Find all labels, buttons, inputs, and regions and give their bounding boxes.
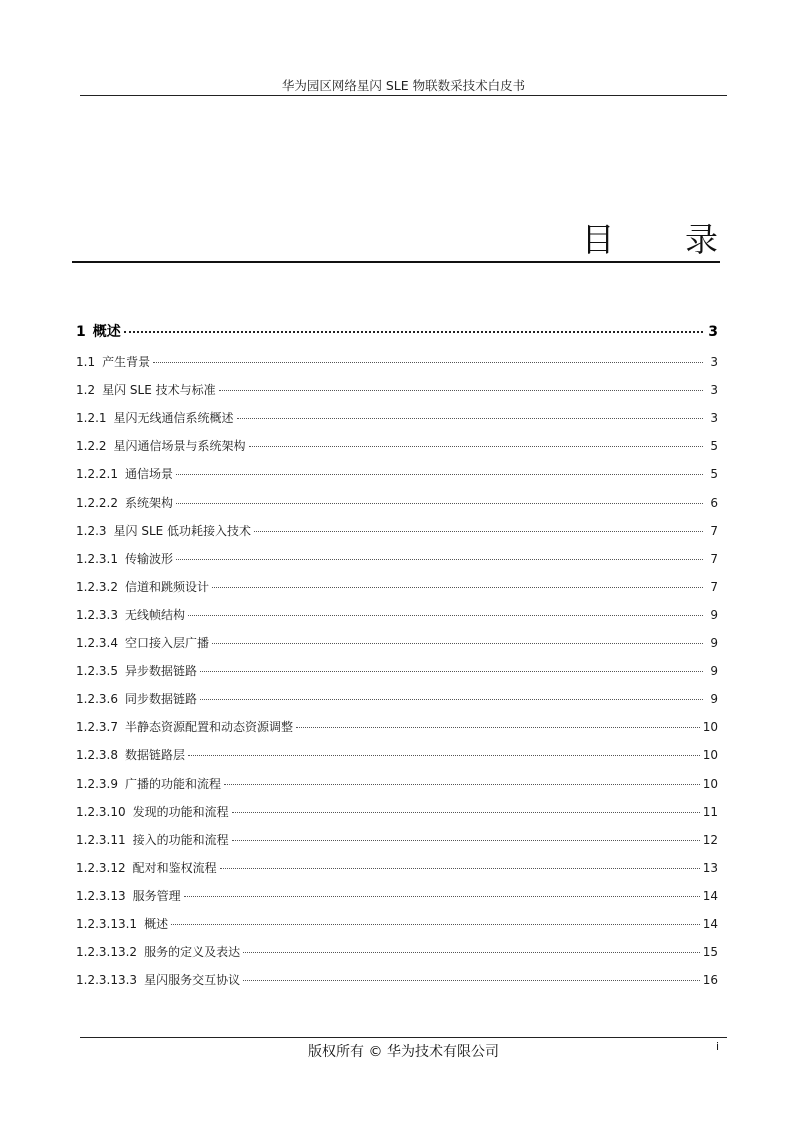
toc-heading-divider bbox=[72, 261, 720, 263]
toc-dot-leader bbox=[171, 924, 700, 925]
toc-entry-number: 1.2.3.8 bbox=[76, 748, 118, 763]
toc-entry-number: 1.2.3.2 bbox=[76, 579, 118, 594]
toc-entry-title: 概述 bbox=[92, 324, 121, 340]
toc-dot-leader bbox=[224, 784, 700, 785]
toc-entry[interactable] bbox=[76, 466, 718, 482]
toc-entry[interactable] bbox=[76, 944, 718, 960]
toc-entry-title: 通信场景 bbox=[124, 467, 173, 482]
toc-entry-page: 14 bbox=[702, 917, 718, 931]
toc-entry[interactable] bbox=[76, 916, 718, 932]
toc-entry-title: 同步数据链路 bbox=[124, 692, 197, 707]
toc-dot-leader bbox=[188, 755, 700, 756]
toc-entry-title: 无线帧结构 bbox=[124, 607, 185, 622]
toc-dot-leader bbox=[176, 503, 703, 504]
toc-entry-number: 1.2.3.13.3 bbox=[76, 973, 138, 988]
toc-entry-page: 10 bbox=[702, 776, 718, 791]
toc-entry-number: 1.2.3.13 bbox=[76, 888, 126, 903]
toc-entry[interactable] bbox=[76, 832, 718, 848]
footer-copyright: 版权所有 © 华为技术有限公司 bbox=[308, 1044, 499, 1060]
header-divider bbox=[80, 95, 727, 96]
toc-entry-page: 11 bbox=[702, 804, 718, 819]
toc-entry-title: 空口接入层广播 bbox=[124, 636, 209, 650]
toc-dot-leader bbox=[184, 896, 700, 897]
toc-entry-title: 概述 bbox=[144, 917, 169, 931]
toc-entry-title: 信道和跳频设计 bbox=[124, 579, 209, 594]
toc-entry-page: 3 bbox=[710, 383, 718, 398]
toc-entry-number: 1 bbox=[76, 324, 86, 340]
toc-entry-title: 星闪 SLE 低功耗接入技术 bbox=[113, 523, 252, 538]
toc-entry-title: 星闪 SLE 技术与标准 bbox=[102, 383, 216, 398]
toc-dot-leader bbox=[188, 615, 703, 616]
toc-entry-page: 9 bbox=[710, 692, 718, 707]
toc-entry-page: 3 bbox=[710, 411, 718, 426]
toc-entry-title: 半静态资源配置和动态资源调整 bbox=[124, 720, 293, 735]
toc-entry-number: 1.2.1 bbox=[76, 411, 107, 426]
toc-entry-number: 1.2.3.10 bbox=[76, 804, 126, 819]
toc-dot-leader bbox=[212, 643, 703, 644]
toc-dot-leader bbox=[296, 727, 700, 728]
toc-entry-page: 13 bbox=[702, 860, 718, 875]
toc-dot-leader bbox=[254, 531, 703, 532]
toc-entry-page: 7 bbox=[710, 523, 718, 538]
toc-entry-page: 7 bbox=[710, 579, 718, 594]
toc-entry-number: 1.2.3.13.2 bbox=[76, 945, 138, 960]
toc-entry-number: 1.2.2.1 bbox=[76, 467, 118, 482]
toc-entry-page: 5 bbox=[710, 439, 718, 454]
toc-entry-title: 星闪通信场景与系统架构 bbox=[113, 439, 246, 454]
toc-dot-leader bbox=[176, 474, 703, 475]
toc-entry[interactable] bbox=[76, 354, 718, 370]
toc-entry-title: 配对和鉴权流程 bbox=[132, 860, 217, 875]
toc-entry-number: 1.2.3.11 bbox=[76, 832, 126, 847]
toc-entry-page: 3 bbox=[710, 355, 718, 369]
toc-entry-title: 数据链路层 bbox=[124, 748, 185, 763]
toc-entry-page: 12 bbox=[702, 832, 718, 847]
footer-divider bbox=[80, 1037, 727, 1038]
toc-entry-number: 1.2.3.7 bbox=[76, 720, 118, 735]
toc-entry[interactable] bbox=[76, 523, 718, 539]
toc-entry[interactable] bbox=[76, 888, 718, 904]
toc-entry-page: 15 bbox=[702, 945, 718, 960]
toc-entry-page: 9 bbox=[710, 664, 718, 679]
toc-entry-title: 星闪服务交互协议 bbox=[144, 973, 241, 988]
toc-entry-number: 1.2.2 bbox=[76, 439, 107, 454]
toc-entry-title: 星闪无线通信系统概述 bbox=[113, 411, 234, 426]
toc-dot-leader bbox=[220, 868, 700, 869]
toc-entry-number: 1.2.3.5 bbox=[76, 664, 118, 679]
toc-dot-leader bbox=[153, 362, 703, 363]
toc-heading: 目 录 bbox=[581, 220, 748, 259]
toc-dot-leader bbox=[212, 587, 703, 588]
toc-dot-leader bbox=[219, 390, 703, 391]
toc-dot-leader bbox=[124, 331, 703, 333]
toc-dot-leader bbox=[232, 812, 700, 813]
toc-entry[interactable] bbox=[76, 691, 718, 707]
toc-entry-number: 1.2.3.4 bbox=[76, 636, 118, 650]
toc-dot-leader bbox=[200, 699, 703, 700]
toc-entry[interactable] bbox=[76, 804, 718, 820]
toc-entry-page: 6 bbox=[710, 495, 718, 510]
toc-entry[interactable] bbox=[76, 972, 718, 988]
toc-entry[interactable] bbox=[76, 438, 718, 454]
toc-dot-leader bbox=[232, 840, 700, 841]
toc-entry-page: 10 bbox=[702, 748, 718, 763]
toc-entry-title: 接入的功能和流程 bbox=[132, 832, 229, 847]
toc-entry[interactable] bbox=[76, 382, 718, 398]
toc-entry[interactable] bbox=[76, 410, 718, 426]
toc-entry[interactable] bbox=[76, 607, 718, 623]
toc-dot-leader bbox=[237, 418, 703, 419]
toc-entry[interactable] bbox=[76, 747, 718, 763]
page-header-title: 华为园区网络星闪 SLE 物联数采技术白皮书 bbox=[281, 78, 526, 93]
toc-entry-page: 14 bbox=[702, 888, 718, 903]
toc-entry-page: 16 bbox=[702, 973, 718, 988]
footer-page-number: i bbox=[716, 1040, 720, 1053]
toc-entry-title: 传输波形 bbox=[124, 551, 173, 566]
toc-entry-page: 7 bbox=[710, 551, 718, 566]
toc-entry[interactable] bbox=[76, 719, 718, 735]
toc-dot-leader bbox=[243, 980, 700, 981]
toc-entry[interactable] bbox=[76, 551, 718, 567]
toc-entry-number: 1.2.3.13.1 bbox=[76, 917, 138, 931]
toc-entry-title: 服务管理 bbox=[132, 888, 181, 903]
toc-entry[interactable] bbox=[76, 324, 718, 340]
toc-entry-page: 3 bbox=[708, 324, 718, 340]
toc-entry-number: 1.1 bbox=[76, 355, 96, 369]
toc-entry-page: 9 bbox=[710, 607, 718, 622]
toc-entry-number: 1.2.3.6 bbox=[76, 692, 118, 707]
toc-entry[interactable] bbox=[76, 635, 718, 651]
toc-entry-title: 服务的定义及表达 bbox=[144, 945, 241, 960]
toc-entry[interactable] bbox=[76, 860, 718, 876]
toc-entry[interactable] bbox=[76, 663, 718, 679]
toc-entry-number: 1.2.3.3 bbox=[76, 607, 118, 622]
toc-entry-number: 1.2 bbox=[76, 383, 96, 398]
toc-entry-page: 5 bbox=[710, 467, 718, 482]
toc-entry[interactable] bbox=[76, 579, 718, 595]
toc-dot-leader bbox=[176, 559, 703, 560]
toc-entry-title: 广播的功能和流程 bbox=[124, 776, 221, 791]
toc-entry-title: 系统架构 bbox=[124, 495, 173, 510]
toc-entry-number: 1.2.3.1 bbox=[76, 551, 118, 566]
toc-entry-page: 9 bbox=[710, 636, 718, 650]
toc-entry-number: 1.2.3.12 bbox=[76, 860, 126, 875]
toc-entry-page: 10 bbox=[702, 720, 718, 735]
toc-entry-number: 1.2.3 bbox=[76, 523, 107, 538]
toc-entry-number: 1.2.2.2 bbox=[76, 495, 118, 510]
toc-entry[interactable] bbox=[76, 495, 718, 511]
toc-entry-title: 发现的功能和流程 bbox=[132, 804, 229, 819]
toc-dot-leader bbox=[243, 952, 700, 953]
toc-dot-leader bbox=[200, 671, 703, 672]
toc-dot-leader bbox=[249, 446, 703, 447]
toc-entry-number: 1.2.3.9 bbox=[76, 776, 118, 791]
toc-entry[interactable] bbox=[76, 776, 718, 792]
toc-entry-title: 异步数据链路 bbox=[124, 664, 197, 679]
toc-entry-title: 产生背景 bbox=[102, 355, 151, 369]
